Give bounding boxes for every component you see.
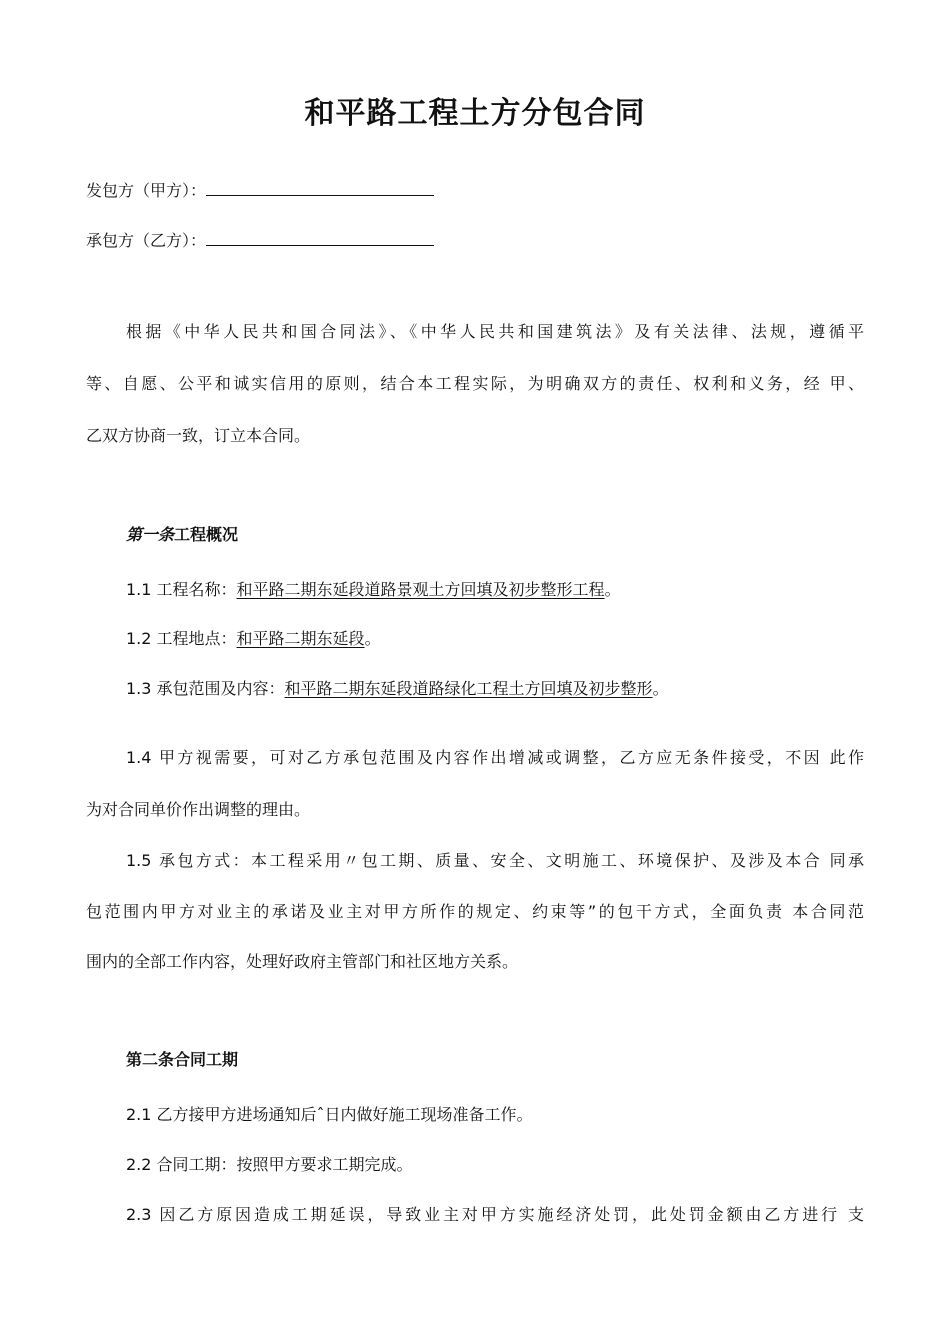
item-2-2: 2.2 合同工期：按照甲方要求工期完成。 — [126, 1155, 413, 1174]
item-1-3-suffix: 。 — [652, 679, 669, 698]
party-b-label: 承包方（乙方）： — [86, 231, 207, 250]
article-2-heading: 第二条合同工期 — [126, 1050, 239, 1069]
party-a-row — [86, 181, 434, 201]
article-1-title: 工程概况 — [174, 525, 239, 544]
item-1-1 — [126, 580, 621, 600]
item-1-2-suffix: 。 — [364, 629, 381, 648]
item-1-5-line-1: 1.5 承包方式：本工程采用〃包工期、质量、安全、文明施工、环境保护、及涉及本合 同承 — [126, 851, 864, 870]
item-1-3 — [126, 679, 669, 699]
item-1-3-value: 和平路二期东延段道路绿化工程土方回填及初步整形 — [284, 679, 653, 698]
party-a-label: 发包方（甲方）： — [86, 181, 207, 200]
item-1-5-line-3: 围内的全部工作内容，处理好政府主管部门和社区地方关系。 — [86, 952, 519, 971]
item-1-4-line-2: 为对合同单价作出调整的理由。 — [86, 800, 311, 819]
intro-line-3: 乙双方协商一致，订立本合同。 — [86, 426, 311, 445]
article-1-heading — [126, 525, 238, 545]
article-1-number: 第一条 — [126, 525, 175, 544]
item-1-3-label: 1.3 承包范围及内容： — [126, 679, 285, 698]
party-b-row — [86, 231, 434, 251]
item-2-3-line-1: 2.3 因乙方原因造成工期延误，导致业主对甲方实施经济处罚，此处罚金额由乙方进行 支 — [126, 1205, 864, 1224]
party-a-blank — [206, 181, 434, 196]
intro-line-1: 根据《中华人民共和国合同法》、《中华人民共和国建筑法》及有关法律、法规，遵循平 — [126, 322, 864, 341]
item-1-2-label: 1.2 工程地点： — [126, 629, 237, 648]
item-1-1-label: 1.1 工程名称： — [126, 580, 237, 599]
item-2-1: 2.1 乙方接甲方进场通知后ˆ日内做好施工现场准备工作。 — [126, 1105, 533, 1124]
party-b-blank — [206, 231, 434, 246]
item-1-2-value: 和平路二期东延段 — [236, 629, 365, 648]
item-1-1-suffix: 。 — [604, 580, 621, 599]
item-1-2 — [126, 629, 381, 649]
item-1-1-value: 和平路二期东延段道路景观土方回填及初步整形工程 — [236, 580, 605, 599]
item-1-4-line-1: 1.4 甲方视需要，可对乙方承包范围及内容作出增减或调整，乙方应无条件接受，不因 此作 — [126, 748, 864, 767]
item-1-5-line-2: 包范围内甲方对业主的承诺及业主对甲方所作的规定、约束等”的包干方式，全面负责 本合同范 — [86, 902, 864, 921]
intro-line-2: 等、自愿、公平和诚实信用的原则，结合本工程实际，为明确双方的责任、权利和义务，经 甲、 — [86, 374, 864, 393]
contract-title: 和平路工程土方分包合同 — [304, 96, 646, 131]
